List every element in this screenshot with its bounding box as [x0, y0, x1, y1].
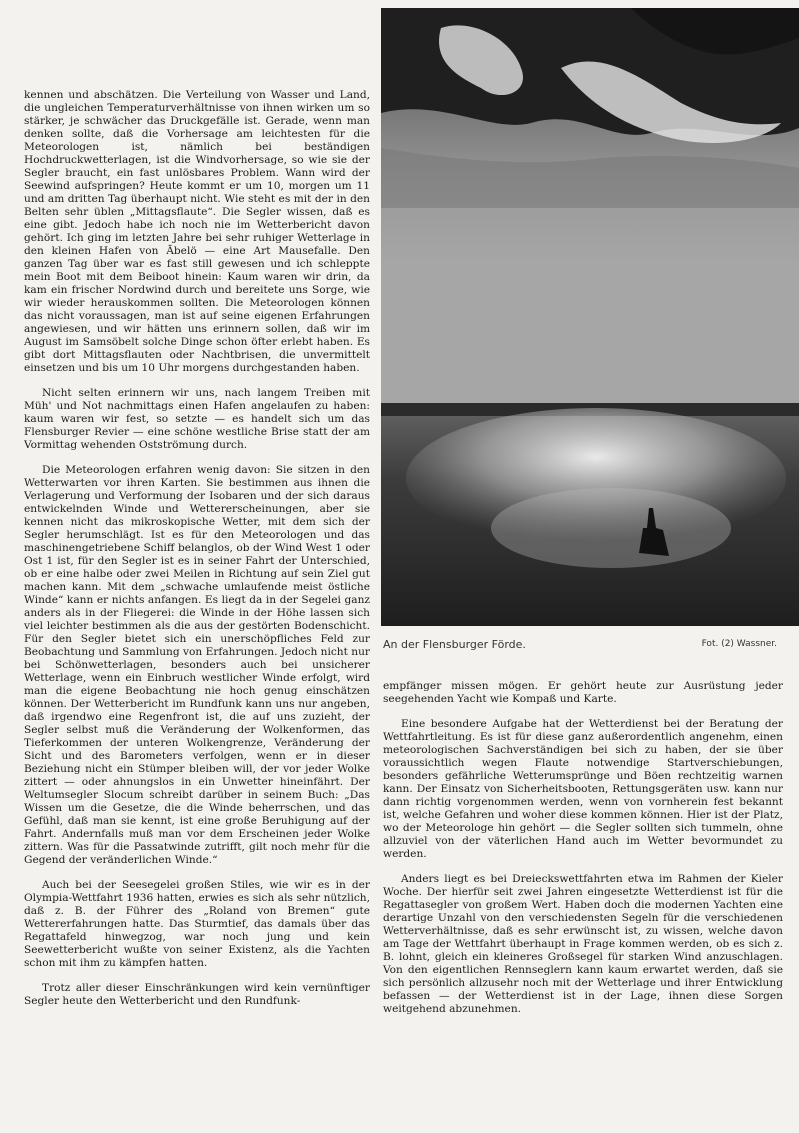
paragraph: Eine besondere Aufgabe hat der Wetterdienst bei der Beratung der Wettfahrtleitung. Es ist für diese ganz außerordentlich angenehm, einen meteorologischen Sachverständigen bei sich zu haben, der sie über voraussichtlich wegen Flaute notwendige Startverschiebungen, besonders gefährliche Wetterumsprünge und Böen rechtzeitig warnen kann. Der Einsatz von Sicherheitsbooten, Rettungsgeräten usw. kann nur dann richtig vorgenommen werden, wenn von vornherein fest bekannt ist, welche Gefahren und woher diese kommen können. Hier ist der Platz, wo der Meteorologe hin gehört — die Segler sollten sich tummeln, ohne allzuviel von der väterlichen Hand auch im Wetter bevormundet zu werden.: [383, 718, 783, 860]
paragraph: empfänger missen mögen. Er gehört heute zur Ausrüstung jeder seegehenden Yacht wie Kompaß und Karte.: [383, 680, 783, 705]
paragraph: Auch bei der Seesegelei großen Stiles, wie wir es in der Olympia-Wettfahrt 1936 hatten, erwies es sich als sehr nützlich, daß z. B. der Führer des „Roland von Bremen“ gute Wettererfahrungen hatte. Das Sturmtief, das damals über das Regattafeld hinwegzog, war noch jung und kein Seewetterbericht wußte von seiner Existenz, als die Yachten schon mit ihm zu kämpfen hatten.: [24, 879, 370, 969]
photo-flensburg-fjord: [381, 8, 799, 626]
paragraph: Die Meteorologen erfahren wenig davon: Sie sitzen in den Wetterwarten vor ihren Karten. Sie bestimmen aus ihnen die Verlagerung und Verformung der Isobaren und der sich daraus entwickelnden Winde und Wettererscheinungen, aber sie kennen nicht das mikroskopische Wetter, mit dem sich der Segler herumschlägt. Ist es für den Meteorologen und das maschinengetriebene Schiff belanglos, ob der Wind West 1 oder Ost 1 ist, für den Segler ist es in seiner Fahrt der Unterschied, ob er eine halbe oder zwei Meilen in Richtung auf sein Ziel gut machen kann. Mit dem „schwache umlaufende meist östliche Winde“ kann er nichts anfangen. Es liegt da in der Segelei ganz anders als in der Fliegerei: die Winde in der Höhe lassen sich viel leichter bestimmen als die aus der gestörten Bodenschicht. Für den Segler bietet sich ein unerschöpfliches Feld zur Beobachtung und Sammlung von Erfahrungen. Jedoch nicht nur bei Schönwetterlagen, besonders auch bei unsicherer Wetterlage, wenn ein Einbruch westlicher Winde erfolgt, wird man die eigene Beobachtung nie hoch genug einschätzen können. Der Wetterbericht im Rundfunk kann uns nur angeben, daß irgendwo eine Regenfront ist, die auf uns zuzieht, der Segler selbst muß die Veränderung der Wolkenformen, das Tieferkommen der unteren Wolkengrenze, Veränderung der Sicht und des Barometers verfolgen, wenn er in dieser Beziehung nicht ein Stümper bleiben will, der vor jeder Wolke zittert — oder ahnungslos in ein Unwetter hineinfährt. Der Weltumsegler Slocum schreibt darüber in seinem Buch: „Das Wissen um die Gesetze, die die Winde beherrschen, und das Gefühl, daß man sie kennt, ist eine große Beruhigung auf der Fahrt. Andernfalls muß man vor dem Erscheinen jeder Wolke zittern. Was für die Passatwinde zutrifft, gilt noch mehr für die Gegend der veränderlichen Winde.“: [24, 464, 370, 866]
caption-text: An der Flensburger Förde.: [383, 638, 526, 651]
paragraph: Nicht selten erinnern wir uns, nach langem Treiben mit Müh' und Not nachmittags einen Hafen angelaufen zu haben: kaum waren wir fest, so setzte — es handelt sich um das Flensburger Revier — eine schöne westliche Brise statt der am Vormittag wehenden Ostströmung durch.: [24, 387, 370, 451]
photo-credit: Fot. (2) Wassner.: [701, 639, 777, 649]
paragraph: Trotz aller dieser Einschränkungen wird kein vernünftiger Segler heute den Wetterbericht und den Rundfunk-: [24, 982, 370, 1007]
paragraph: Anders liegt es bei Dreieckswettfahrten etwa im Rahmen der Kieler Woche. Der hierfür seit zwei Jahren eingesetzte Wetterdienst ist für die Regattasegler von großem Wert. Haben doch die modernen Yachten eine derartige Unzahl von den verschiedensten Segeln für die verschiedenen Wetterverhältnisse, daß es sehr erwünscht ist, zu wissen, welche davon am Tage der Wettfahrt überhaupt in Frage kommen werden, ob es sich z. B. lohnt, gleich ein kleineres Großsegel für starken Wind anzuschlagen. Von den eigentlichen Rennseglern kann kaum erwartet werden, daß sie sich persönlich allzusehr noch mit der Wetterlage und ihrer Entwicklung befassen — der Wetterdienst ist in der Lage, ihnen diese Sorgen weitgehend abzunehmen.: [383, 873, 783, 1015]
photo-caption: [383, 638, 793, 651]
article-left-column: [24, 89, 370, 1020]
paragraph: kennen und abschätzen. Die Verteilung von Wasser und Land, die ungleichen Temperaturverhältnisse von ihnen wirken um so stärker, je schwächer das Druckgefälle ist. Gerade, wenn man denken sollte, daß die Vorhersage am leichtesten für die Meteorologen ist, nämlich bei beständigen Hochdruckwetterlagen, ist die Windvorhersage, so wie sie der Segler braucht, ein fast unlösbares Problem. Wann wird der Seewind aufspringen? Heute kommt er um 10, morgen um 11 und am dritten Tag überhaupt nicht. Wie steht es mit der in den Belten sehr üblen „Mittagsflaute“. Die Segler wissen, daß es eine gibt. Jedoch habe ich noch nie im Wetterbericht davon gehört. Ich ging im letzten Jahre bei sehr ruhiger Wetterlage in den kleinen Hafen von Ābelö — eine Art Mausefalle. Den ganzen Tag über war es fast still gewesen und ich schleppte mein Boot mit dem Beiboot hinein: Kaum waren wir drin, da kam ein frischer Nordwind durch und bereitete uns Sorge, wie wir wieder herauskommen sollten. Die Meteorologen können das nicht voraussagen, man ist auf seine eigenen Erfahrungen angewiesen, und wir hätten uns erinnern sollen, daß wir im August im Samsöbelt solche Dinge schon öfter erlebt haben. Es gibt dort Mittagsflauten oder Nachtbrisen, die unvermittelt einsetzen und bis um 10 Uhr morgens durchgestanden haben.: [24, 89, 370, 374]
article-right-column: [383, 680, 783, 1028]
